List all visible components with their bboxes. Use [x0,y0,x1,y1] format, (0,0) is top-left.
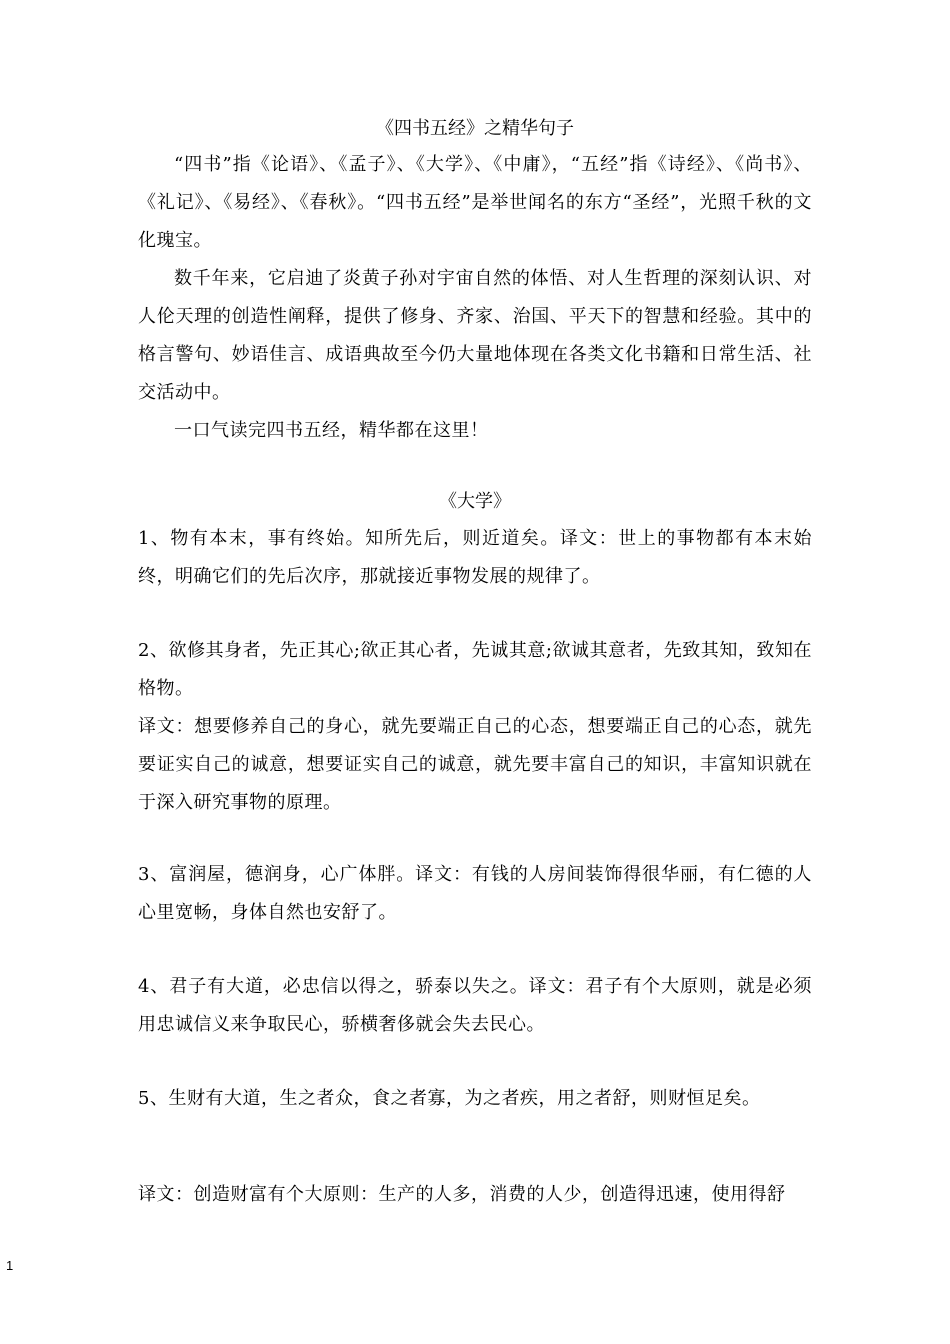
entry-5: 5、生财有大道，生之者众，食之者寡，为之者疾，用之者舒，则财恒足矣。 [138,1088,761,1109]
document-title: 《四书五经》之精华句子 [376,118,574,139]
intro-paragraph-1: “四书”指《论语》、《孟子》、《大学》、《中庸》，“五经”指《诗经》、《尚书》、《礼记》、《易经》、《春秋》。“四书五经”是举世闻名的东方“圣经”，光照千秋的文化瑰宝。 [138,154,812,251]
entry-1: 1、物有本末，事有终始。知所先后，则近道矣。译文：世上的事物都有本末始终，明确它们的先后次序，那就接近事物发展的规律了。 [138,528,812,587]
entry-2-translation: 译文：想要修养自己的身心，就先要端正自己的心态，想要端正自己的心态，就先要证实自己的诚意，想要证实自己的诚意，就先要丰富自己的知识，丰富知识就在于深入研究事物的原理。 [138,716,812,813]
intro-paragraph-2: 数千年来，它启迪了炎黄子孙对宇宙自然的体悟、对人生哲理的深刻认识、对人伦天理的创造性阐释，提供了修身、齐家、治国、平天下的智慧和经验。其中的格言警句、妙语佳言、成语典故至今仍大量地体现在各类文化书籍和日常生活、社交活动中。 [138,268,812,403]
intro-paragraph-3: 一口气读完四书五经，精华都在这里！ [174,420,489,441]
entry-4: 4、君子有大道，必忠信以得之，骄泰以失之。译文：君子有个大原则，就是必须用忠诚信义来争取民心，骄横奢侈就会失去民心。 [138,976,812,1035]
entry-3: 3、富润屋，德润身，心广体胖。译文：有钱的人房间装饰得很华丽，有仁德的人心里宽畅，身体自然也安舒了。 [138,864,812,923]
page-number: 1 [6,1258,14,1273]
entry-5-translation: 译文：创造财富有个大原则：生产的人多，消费的人少，创造得迅速，使用得舒 [138,1184,786,1205]
section-title: 《大学》 [439,491,511,512]
entry-2: 2、欲修其身者，先正其心;欲正其心者，先诚其意;欲诚其意者，先致其知，致知在格物。 [138,640,812,699]
